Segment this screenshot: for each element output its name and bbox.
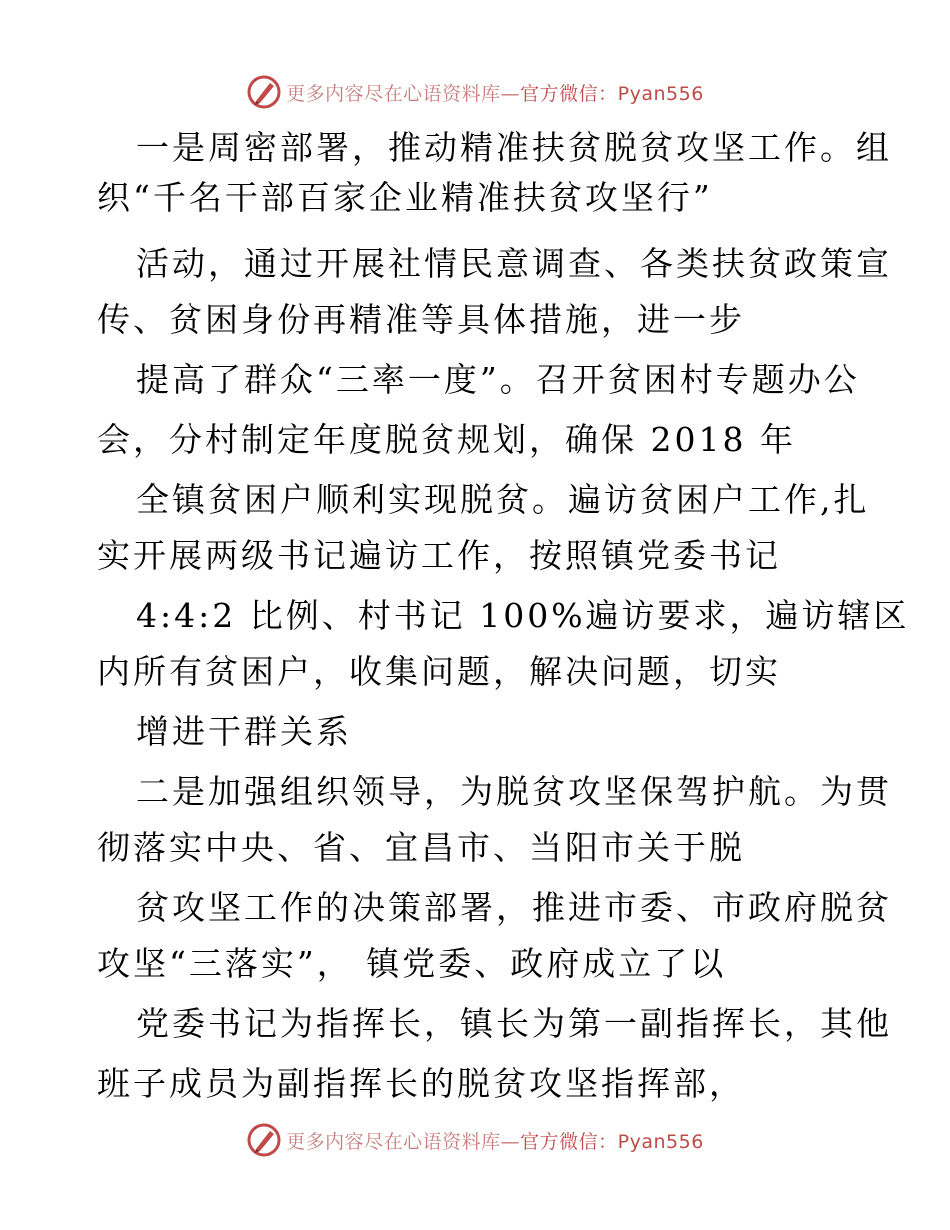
- text-line: 二是加强组织领导，为脱贫攻坚保驾护航。为贯: [136, 772, 892, 811]
- watermark-dash: —: [500, 82, 521, 105]
- watermark-site: 更多内容尽在心语资料库: [286, 1130, 501, 1153]
- text-line: 攻坚“三落实”， 镇党委、政府成立了以: [97, 944, 727, 983]
- pen-logo-icon: [246, 74, 282, 110]
- text-line: 4:4:2 比例、村书记 100%遍访要求，遍访辖区: [136, 596, 910, 635]
- text-line: 提高了群众“三率一度”。召开贫困村专题办公: [136, 360, 860, 399]
- text-line: 班子成员为副指挥长的脱贫攻坚指挥部，: [97, 1064, 745, 1103]
- text-line: 活动，通过开展社情民意调查、各类扶贫政策宣: [136, 244, 892, 283]
- watermark-header: [0, 72, 950, 112]
- text-line: 会，分村制定年度脱贫规划，确保 2018 年: [97, 420, 796, 459]
- text-line: 实开展两级书记遍访工作，按照镇党委书记: [97, 536, 781, 575]
- text-line: 传、贫困身份再精准等具体措施，进一步: [97, 300, 745, 339]
- watermark-contact: 官方微信：Pyan556: [520, 82, 704, 105]
- text-line: 贫攻坚工作的决策部署，推进市委、市政府脱贫: [136, 888, 892, 927]
- text-line: 一是周密部署，推动精准扶贫脱贫攻坚工作。组: [136, 128, 892, 167]
- text-line: 全镇贫困户顺利实现脱贫。遍访贫困户工作,扎: [136, 480, 870, 519]
- watermark-site: 更多内容尽在心语资料库: [286, 82, 501, 105]
- text-line: 党委书记为指挥长，镇长为第一副指挥长，其他: [136, 1004, 892, 1043]
- watermark-dash: —: [500, 1130, 521, 1153]
- text-line: 增进干群关系: [136, 712, 352, 751]
- text-line: 内所有贫困户，收集问题，解决问题，切实: [97, 652, 781, 691]
- watermark-contact: 官方微信：Pyan556: [520, 1130, 704, 1153]
- pen-logo-icon: [246, 1122, 282, 1158]
- text-line: 织“千名干部百家企业精准扶贫攻坚行”: [97, 178, 713, 217]
- text-line: 彻落实中央、省、宜昌市、当阳市关于脱: [97, 828, 745, 867]
- watermark-footer: [0, 1120, 950, 1160]
